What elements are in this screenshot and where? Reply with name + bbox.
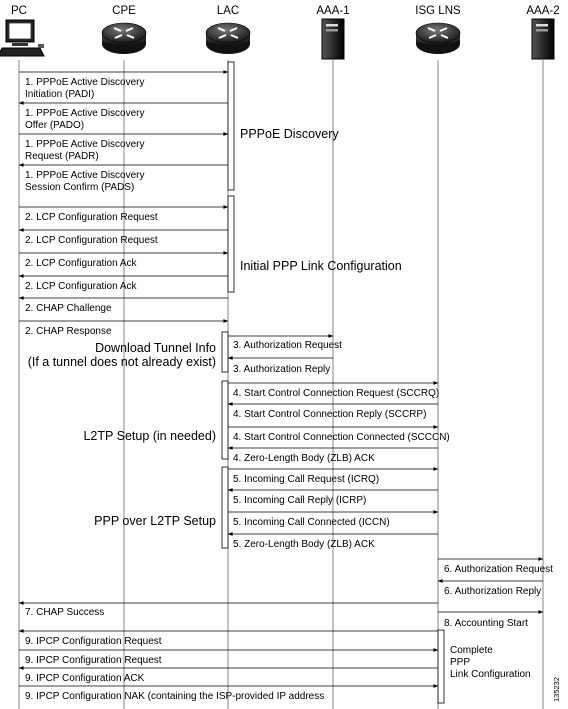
server-icon xyxy=(322,19,344,59)
message-label: Request (PADR) xyxy=(25,151,99,162)
activation-bar xyxy=(222,332,228,372)
activation-bar xyxy=(228,196,234,292)
phase-label: PPP xyxy=(450,657,471,668)
message-label: 6. Authorization Request xyxy=(444,564,553,575)
router-icon xyxy=(206,23,250,54)
phase-label: Initial PPP Link Configuration xyxy=(240,259,402,273)
router-icon xyxy=(416,23,460,54)
phase-label: L2TP Setup (in needed) xyxy=(83,429,216,443)
message-label: Session Confirm (PADS) xyxy=(25,182,135,193)
message-label: 5. Zero-Length Body (ZLB) ACK xyxy=(233,539,375,550)
message-label: 2. CHAP Challenge xyxy=(25,303,112,314)
server-icon xyxy=(532,19,554,59)
phase-labels xyxy=(28,127,531,680)
message-label: 9. IPCP Configuration Request xyxy=(25,655,162,666)
message-label: 1. PPPoE Active Discovery xyxy=(25,139,145,150)
message-label: 6. Authorization Reply xyxy=(444,586,542,597)
message-label: 2. LCP Configuration Ack xyxy=(25,281,137,292)
pc-icon xyxy=(0,20,44,56)
message-label: 1. PPPoE Active Discovery xyxy=(25,170,145,181)
message-label: 9. IPCP Configuration Request xyxy=(25,636,162,647)
message-label: 5. Incoming Call Request (ICRQ) xyxy=(233,474,380,485)
message-labels xyxy=(25,77,553,702)
message-label: 4. Start Control Connection Request (SCCRQ) xyxy=(233,388,440,399)
message-label: 2. LCP Configuration Request xyxy=(25,212,158,223)
message-label: 7. CHAP Success xyxy=(25,607,105,618)
message-label: 4. Start Control Connection Connected (SCCCN) xyxy=(233,432,450,443)
phase-label: Link Configuration xyxy=(450,669,531,680)
participant-label-cpe: CPE xyxy=(112,5,136,17)
message-label: 4. Start Control Connection Reply (SCCRP) xyxy=(233,409,427,420)
message-label: 5. Incoming Call Reply (ICRP) xyxy=(233,495,367,506)
message-label: 2. LCP Configuration Ack xyxy=(25,258,137,269)
message-label: Offer (PADO) xyxy=(25,120,85,131)
activation-bar xyxy=(222,381,228,459)
message-label: 8. Accounting Start xyxy=(444,618,528,629)
message-label: Initiation (PADI) xyxy=(25,89,95,100)
activation-bar xyxy=(438,630,444,703)
phase-label: (If a tunnel does not already exist) xyxy=(27,355,216,369)
participant-label-pc: PC xyxy=(11,5,27,17)
participant-label-aaa-2: AAA-2 xyxy=(526,5,560,17)
message-label: 2. CHAP Response xyxy=(25,326,112,337)
message-label: 2. LCP Configuration Request xyxy=(25,235,158,246)
phase-label: Complete xyxy=(450,645,493,656)
message-label: 5. Incoming Call Connected (ICCN) xyxy=(233,517,390,528)
router-icon xyxy=(102,23,146,54)
participant-label-isg-lns: ISG LNS xyxy=(415,5,461,17)
message-label: 9. IPCP Configuration NAK (containing the ISP-provided IP address xyxy=(25,691,325,702)
message-label: 1. PPPoE Active Discovery xyxy=(25,77,145,88)
figure-id: 135232 xyxy=(552,676,561,702)
activation-bar xyxy=(228,62,234,190)
message-label: 4. Zero-Length Body (ZLB) ACK xyxy=(233,453,375,464)
message-label: 9. IPCP Configuration ACK xyxy=(25,673,145,684)
message-label: 1. PPPoE Active Discovery xyxy=(25,108,145,119)
participant-label-aaa-1: AAA-1 xyxy=(316,5,350,17)
phase-label: Download Tunnel Info xyxy=(95,341,216,355)
participant-headers xyxy=(11,5,560,17)
participant-label-lac: LAC xyxy=(216,5,240,17)
message-label: 3. Authorization Request xyxy=(233,340,342,351)
phase-label: PPPoE Discovery xyxy=(240,127,339,141)
phase-label: PPP over L2TP Setup xyxy=(94,514,216,528)
activation-bar xyxy=(222,467,228,548)
message-label: 3. Authorization Reply xyxy=(233,364,331,375)
